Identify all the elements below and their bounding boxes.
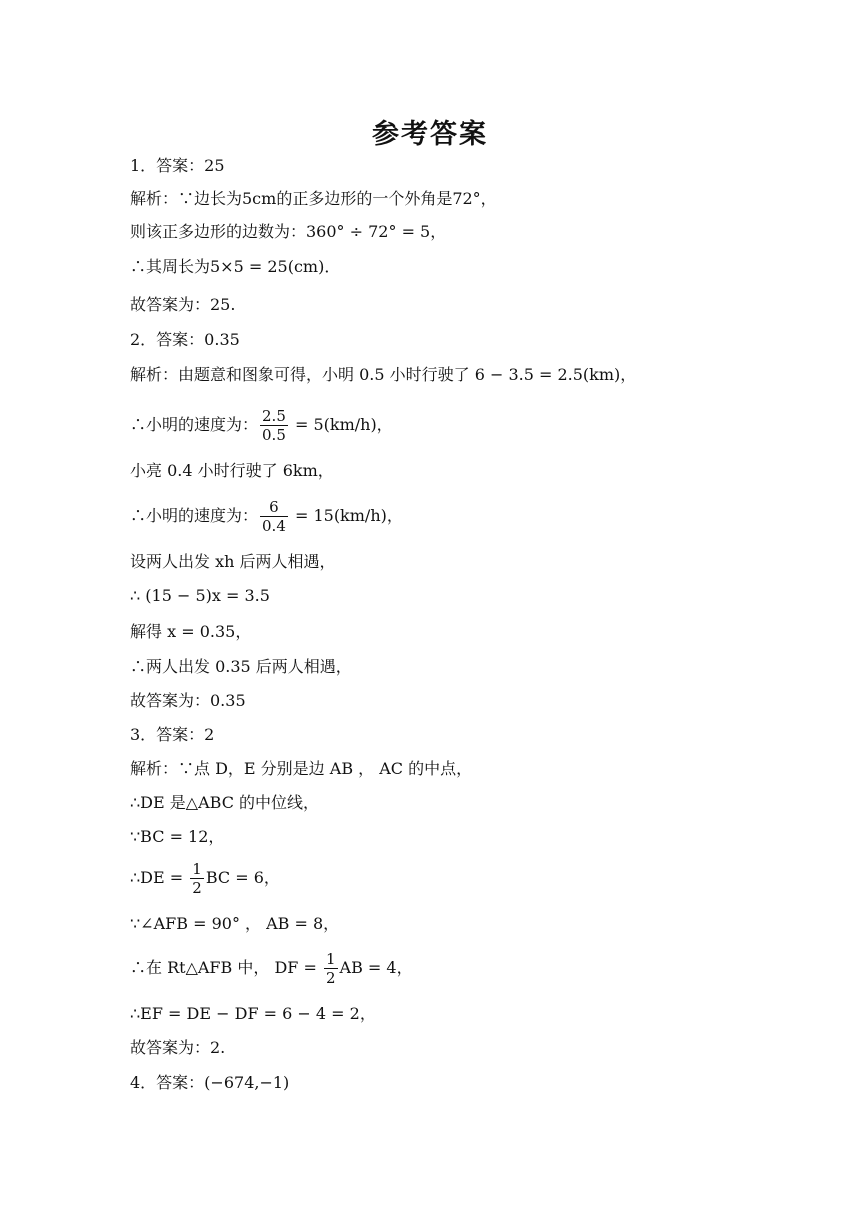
solution-3-line-6	[130, 950, 413, 987]
solution-3-line-7: ∴EF = DE − DF = 6 − 4 = 2，	[130, 1004, 376, 1023]
solution-3-line-1: 解析：∵点 D，E 分别是边 AB ， AC 的中点，	[130, 759, 473, 778]
fraction-numerator: 2.5	[262, 407, 286, 425]
fraction-denominator: 0.4	[262, 517, 286, 535]
fraction	[190, 860, 204, 897]
frac-line-suffix: BC = 6，	[205, 868, 280, 887]
fraction-denominator: 0.5	[262, 426, 286, 444]
answer-4-line: 4．答案：(−674,−1)	[130, 1073, 290, 1092]
solution-1-line-1: 解析：∵边长为5cm的正多边形的一个外角是72°，	[130, 189, 497, 208]
solution-1-line-4: 故答案为：25.	[130, 295, 236, 314]
solution-1-line-2: 则该正多边形的边数为：360° ÷ 72° = 5，	[130, 222, 447, 241]
frac-line-prefix: ∴小明的速度为：	[130, 506, 259, 525]
solution-2-line-3: 小亮 0.4 小时行驶了 6km，	[130, 461, 334, 480]
solution-3-line-3: ∵BC = 12，	[130, 827, 225, 846]
solution-2-line-7: 解得 x = 0.35，	[130, 622, 252, 641]
frac-line-prefix: ∴在 Rt△AFB 中， DF =	[130, 958, 322, 977]
fraction-denominator: 2	[325, 969, 336, 987]
page-title: 参考答案	[372, 119, 488, 150]
solution-3-line-2: ∴DE 是△ABC 的中位线，	[130, 793, 320, 812]
solution-3-line-5: ∵∠AFB = 90° ， AB = 8，	[130, 914, 340, 933]
solution-2-line-6: ∴ (15 − 5)x = 3.5	[130, 586, 270, 605]
frac-line-prefix: ∴DE =	[130, 868, 189, 887]
solution-3-line-4	[130, 860, 280, 897]
fraction	[260, 498, 288, 535]
solution-2-line-4	[130, 498, 403, 535]
solution-2-line-1: 解析：由题意和图象可得，小明 0.5 小时行驶了 6 − 3.5 = 2.5(km)，	[130, 365, 637, 384]
frac-line-suffix: = 5(km/h)，	[289, 415, 393, 434]
solution-3-line-8: 故答案为：2.	[130, 1038, 226, 1057]
solution-2-line-8: ∴两人出发 0.35 后两人相遇，	[130, 657, 352, 676]
fraction-numerator: 1	[325, 950, 336, 968]
fraction-denominator: 2	[192, 879, 202, 897]
fraction-numerator: 6	[260, 498, 288, 517]
frac-line-suffix: AB = 4，	[339, 958, 413, 977]
frac-line-suffix: = 15(km/h)，	[289, 506, 403, 525]
answer-2-line: 2．答案：0.35	[130, 330, 240, 349]
solution-2-line-9: 故答案为：0.35	[130, 691, 246, 710]
frac-line-prefix: ∴小明的速度为：	[130, 415, 259, 434]
solution-1-line-3: ∴其周长为5×5 = 25(cm)．	[130, 257, 341, 276]
solution-2-line-5: 设两人出发 xh 后两人相遇，	[130, 552, 336, 571]
solution-2-line-2	[130, 407, 393, 444]
fraction	[324, 950, 338, 987]
fraction	[260, 407, 288, 444]
answer-3-line: 3．答案：2	[130, 725, 215, 744]
answer-1-line: 1．答案：25	[130, 156, 225, 175]
fraction-numerator: 1	[192, 860, 202, 878]
